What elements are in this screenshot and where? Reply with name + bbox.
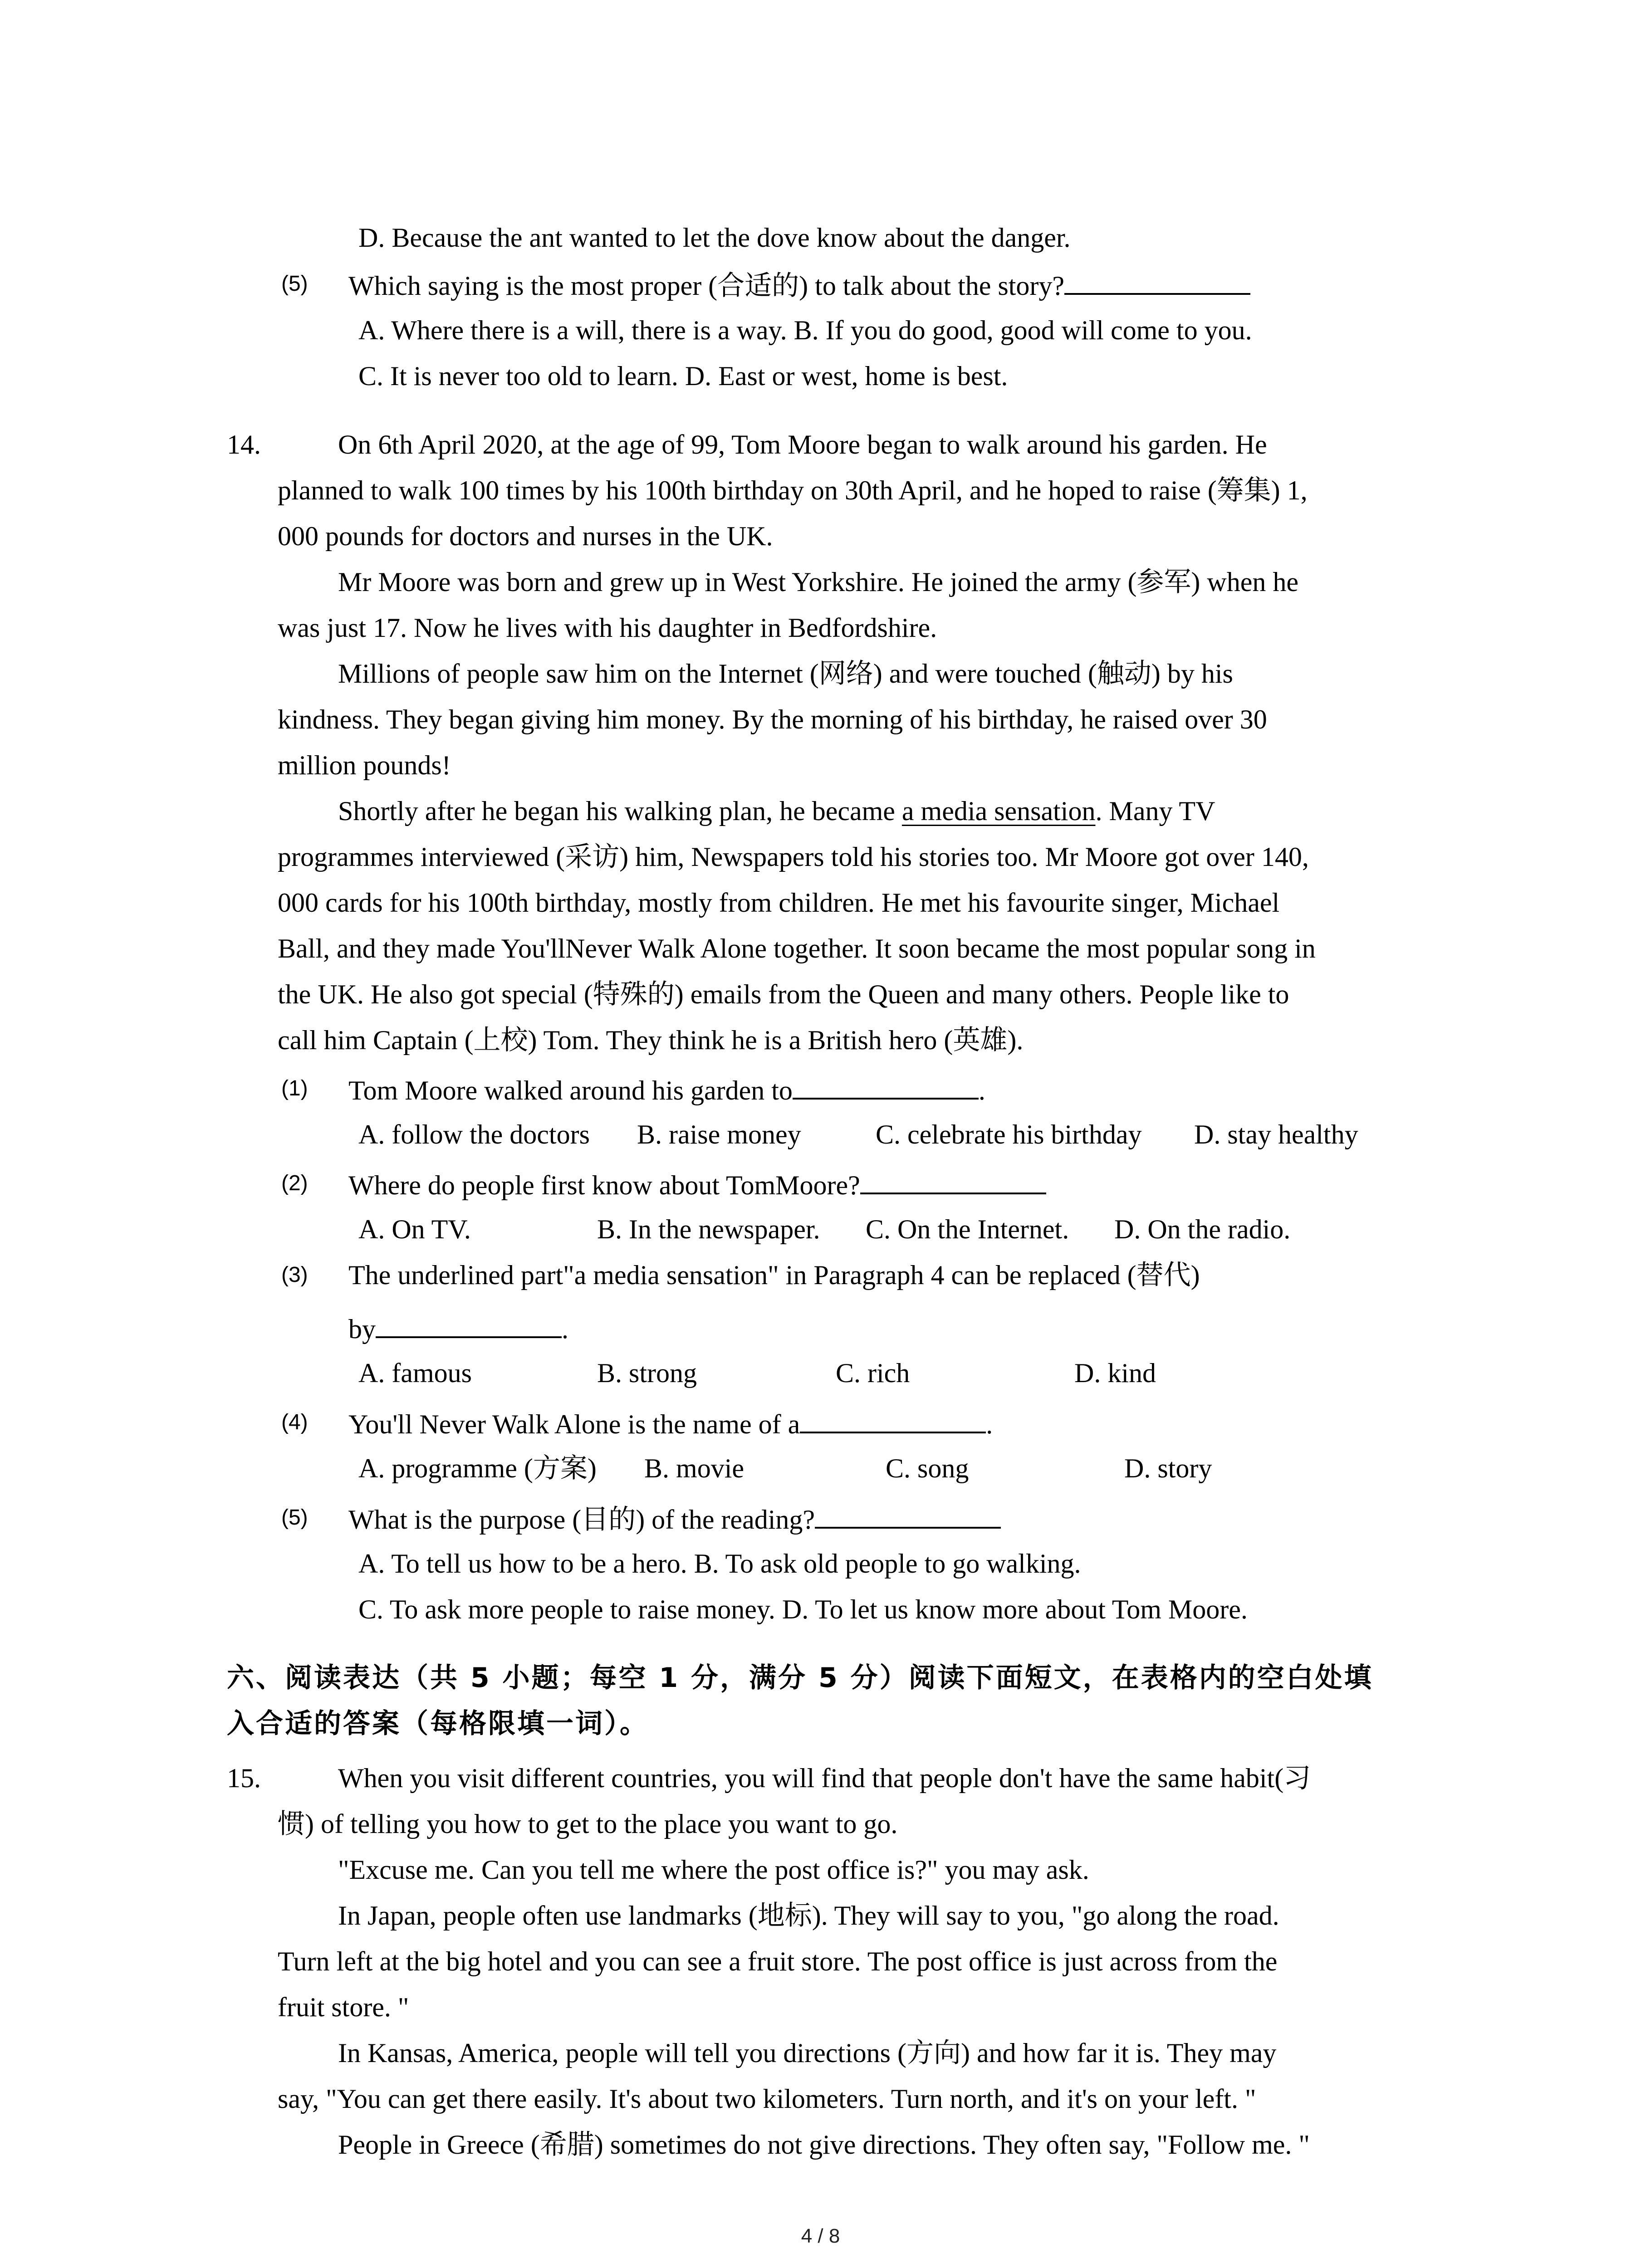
q14-3-option-a: A. famous xyxy=(358,1358,472,1388)
answer-blank[interactable] xyxy=(376,1311,562,1338)
q14-2-option-a: A. On TV. xyxy=(358,1214,471,1244)
q14-4-option-b: B. movie xyxy=(644,1453,744,1483)
section-heading: 六、阅读表达（共 5 小题；每空 1 分，满分 5 分）阅读下面短文，在表格内的空白处填 xyxy=(227,1662,1373,1694)
q14-2-stem-text: Where do people first know about TomMoore? xyxy=(348,1170,860,1200)
q14-4-option-c: C. song xyxy=(886,1453,969,1483)
q14-number: 14. xyxy=(227,430,261,459)
q14-3-stem: The underlined part"a media sensation" in Paragraph 4 can be replaced (替代) xyxy=(348,1260,1200,1290)
q14-line: Ball, and they made You'llNever Walk Alone together. It soon became the most popular song in xyxy=(278,934,1316,963)
q14-3-option-c: C. rich xyxy=(836,1358,910,1388)
q14-line: Mr Moore was born and grew up in West Yorkshire. He joined the army (参军) when he xyxy=(338,567,1298,597)
prev-q5-number: (5) xyxy=(281,272,308,296)
q14-3-number: (3) xyxy=(281,1263,308,1287)
q15-line: In Kansas, America, people will tell you directions (方向) and how far it is. They may xyxy=(338,2038,1277,2068)
answer-blank[interactable] xyxy=(860,1167,1046,1194)
prev-q5-stem xyxy=(348,268,1250,302)
q14-3-end: . xyxy=(562,1314,568,1344)
q14-4-option-a: A. programme (方案) xyxy=(358,1453,597,1483)
underlined-phrase: a media sensation xyxy=(901,796,1096,826)
q14-1-stem-text: Tom Moore walked around his garden to xyxy=(348,1075,793,1105)
prev-option-d: D. Because the ant wanted to let the dove know about the danger. xyxy=(358,223,1071,253)
q15-line: 惯) of telling you how to get to the place you want to go. xyxy=(278,1809,898,1839)
q14-4-end: . xyxy=(986,1409,993,1439)
q14-3-stem2-text: by xyxy=(348,1314,376,1344)
q14-line: On 6th April 2020, at the age of 99, Tom Moore began to walk around his garden. He xyxy=(338,430,1267,459)
q14-line: the UK. He also got special (特殊的) emails from the Queen and many others. People like to xyxy=(278,979,1289,1009)
q15-line: "Excuse me. Can you tell me where the post office is?" you may ask. xyxy=(338,1855,1089,1885)
q14-4-stem xyxy=(348,1406,993,1441)
q14-line: 000 pounds for doctors and nurses in the UK. xyxy=(278,521,773,551)
q14-2-stem xyxy=(348,1167,1046,1202)
answer-blank[interactable] xyxy=(1064,268,1250,295)
page-number: 4 / 8 xyxy=(801,2225,840,2247)
q14-4-stem-text: You'll Never Walk Alone is the name of a xyxy=(348,1409,800,1439)
prev-q5-options-1: A. Where there is a will, there is a way. B. If you do good, good will come to you. xyxy=(358,315,1252,345)
q14-p4-line1 xyxy=(338,795,1215,827)
q14-line: kindness. They began giving him money. By the morning of his birthday, he raised over 30 xyxy=(278,704,1267,734)
prev-q5-options-2: C. It is never too old to learn. D. East or west, home is best. xyxy=(358,361,1008,391)
q14-line: was just 17. Now he lives with his daughter in Bedfordshire. xyxy=(278,613,937,643)
q15-line: In Japan, people often use landmarks (地标). They will say to you, "go along the road. xyxy=(338,1901,1279,1931)
q14-2-number: (2) xyxy=(281,1171,308,1195)
q14-line: million pounds! xyxy=(278,750,451,780)
answer-blank[interactable] xyxy=(793,1072,979,1100)
q14-5-options-2: C. To ask more people to raise money. D. To let us know more about Tom Moore. xyxy=(358,1594,1248,1624)
answer-blank[interactable] xyxy=(800,1406,986,1433)
q14-line: call him Captain (上校) Tom. They think he is a British hero (英雄). xyxy=(278,1025,1024,1055)
q14-line: Millions of people saw him on the Internet (网络) and were touched (触动) by his xyxy=(338,659,1233,689)
prev-q5-stem-text: Which saying is the most proper (合适的) to talk about the story? xyxy=(348,271,1065,301)
q14-line: 000 cards for his 100th birthday, mostly from children. He met his favourite singer, Michael xyxy=(278,888,1280,918)
q14-4-option-d: D. story xyxy=(1124,1453,1212,1483)
q14-2-option-c: C. On the Internet. xyxy=(866,1214,1069,1244)
q15-line: People in Greece (希腊) sometimes do not give directions. They often say, "Follow me. " xyxy=(338,2130,1310,2160)
q15-line: Turn left at the big hotel and you can see a fruit store. The post office is just across from the xyxy=(278,1946,1278,1976)
q15-line: When you visit different countries, you will find that people don't have the same habit(习 xyxy=(338,1763,1311,1793)
q14-2-option-b: B. In the newspaper. xyxy=(597,1214,820,1244)
q14-1-option-c: C. celebrate his birthday xyxy=(876,1119,1142,1149)
q14-1-option-d: D. stay healthy xyxy=(1194,1119,1358,1149)
q14-3-option-b: B. strong xyxy=(597,1358,697,1388)
q14-p4-after: . Many TV xyxy=(1095,796,1215,826)
q14-1-end: . xyxy=(978,1075,985,1105)
q14-1-option-a: A. follow the doctors xyxy=(358,1119,590,1149)
q15-number: 15. xyxy=(227,1763,261,1793)
q15-line: fruit store. " xyxy=(278,1992,409,2022)
q14-line: programmes interviewed (采访) him, Newspapers told his stories too. Mr Moore got over 140, xyxy=(278,842,1309,872)
q14-1-stem xyxy=(348,1072,985,1107)
q14-2-option-d: D. On the radio. xyxy=(1114,1214,1291,1244)
q14-4-number: (4) xyxy=(281,1410,308,1434)
q14-5-options-1: A. To tell us how to be a hero. B. To ask old people to go walking. xyxy=(358,1549,1081,1579)
q14-3-stem2 xyxy=(348,1311,568,1345)
q14-line: planned to walk 100 times by his 100th birthday on 30th April, and he hoped to raise (筹集) 1, xyxy=(278,475,1308,505)
q15-line: say, "You can get there easily. It's about two kilometers. Turn north, and it's on your left. " xyxy=(278,2084,1256,2114)
q14-5-stem xyxy=(348,1501,1001,1536)
q14-1-option-b: B. raise money xyxy=(637,1119,801,1149)
q14-p4-before: Shortly after he began his walking plan, he became xyxy=(338,796,902,826)
q14-1-number: (1) xyxy=(281,1076,308,1100)
q14-3-option-d: D. kind xyxy=(1074,1358,1156,1388)
q14-5-stem-text: What is the purpose (目的) of the reading? xyxy=(348,1505,815,1535)
section-heading: 入合适的答案（每格限填一词）。 xyxy=(227,1708,649,1740)
answer-blank[interactable] xyxy=(815,1501,1001,1529)
q14-5-number: (5) xyxy=(281,1505,308,1530)
